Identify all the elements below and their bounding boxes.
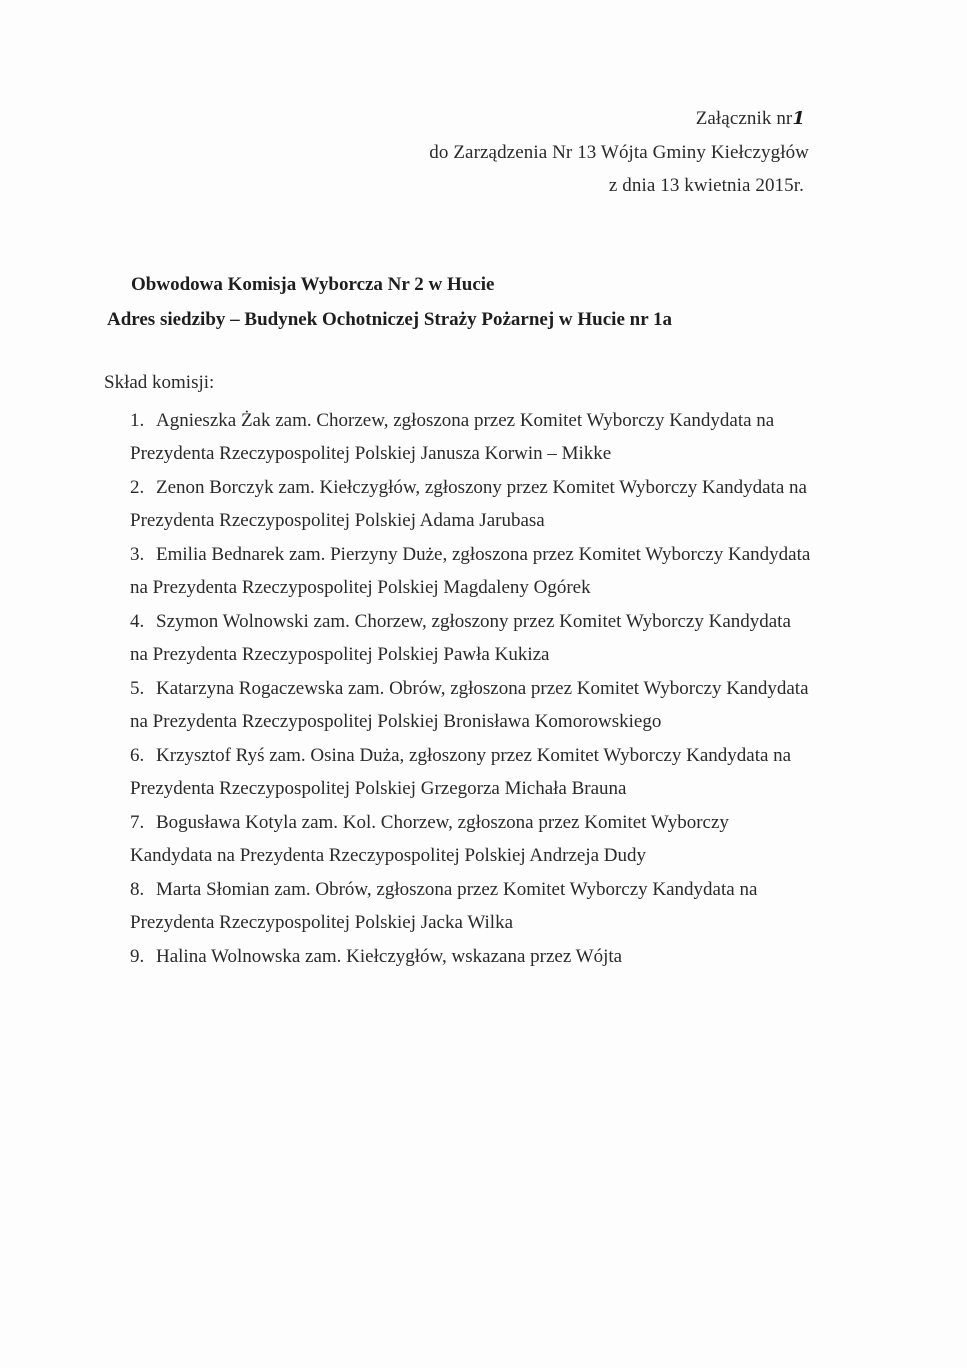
- item-line-1: Emilia Bednarek zam. Pierzyny Duże, zgłoszona przez Komitet Wyborczy Kandydata: [156, 544, 811, 565]
- list-item: [130, 605, 850, 671]
- item-number: 2.: [130, 477, 145, 498]
- item-line-1: Agnieszka Żak zam. Chorzew, zgłoszona przez Komitet Wyborczy Kandydata na: [156, 410, 775, 431]
- list-item: [130, 538, 850, 604]
- annex-number-line: [696, 108, 805, 130]
- item-number: 7.: [130, 812, 145, 833]
- ordinance-date: z dnia 13 kwietnia 2015r.: [608, 175, 804, 196]
- list-item: [130, 471, 850, 537]
- commission-address: Adres siedziby – Budynek Ochotniczej Straży Pożarnej w Hucie nr 1a: [107, 309, 673, 330]
- item-number: 4.: [130, 611, 145, 632]
- annex-label: Załącznik nr: [695, 108, 793, 129]
- item-line-2: Prezydenta Rzeczypospolitej Polskiej Grzegorza Michała Brauna: [130, 778, 627, 799]
- item-number: 1.: [130, 410, 145, 431]
- item-line-2: Kandydata na Prezydenta Rzeczypospolitej Polskiej Andrzeja Dudy: [130, 845, 647, 866]
- item-line-1: Katarzyna Rogaczewska zam. Obrów, zgłoszona przez Komitet Wyborczy Kandydata: [156, 678, 809, 699]
- item-line-2: na Prezydenta Rzeczypospolitej Polskiej Pawła Kukiza: [130, 644, 550, 665]
- item-line-2: na Prezydenta Rzeczypospolitej Polskiej Bronisława Komorowskiego: [130, 711, 662, 732]
- member-list: [130, 404, 850, 974]
- ordinance-reference: do Zarządzenia Nr 13 Wójta Gminy Kiełczygłów: [429, 142, 809, 163]
- composition-label: Skład komisji:: [104, 372, 215, 393]
- item-line-1: Szymon Wolnowski zam. Chorzew, zgłoszony przez Komitet Wyborczy Kandydata: [156, 611, 791, 632]
- item-number: 5.: [130, 678, 145, 699]
- list-item: [130, 806, 850, 872]
- item-line-1: Halina Wolnowska zam. Kiełczygłów, wskazana przez Wójta: [156, 946, 623, 967]
- item-number: 3.: [130, 544, 145, 565]
- list-item: [130, 739, 850, 805]
- item-line-1: Zenon Borczyk zam. Kiełczygłów, zgłoszony przez Komitet Wyborczy Kandydata na: [156, 477, 807, 498]
- item-number: 8.: [130, 879, 145, 900]
- item-line-1: Bogusława Kotyla zam. Kol. Chorzew, zgłoszona przez Komitet Wyborczy: [156, 812, 729, 833]
- item-line-1: Marta Słomian zam. Obrów, zgłoszona przez Komitet Wyborczy Kandydata na: [156, 879, 758, 900]
- item-line-2: na Prezydenta Rzeczypospolitej Polskiej Magdaleny Ogórek: [130, 577, 591, 598]
- list-item: [130, 672, 850, 738]
- item-number: 9.: [130, 946, 145, 967]
- item-line-1: Krzysztof Ryś zam. Osina Duża, zgłoszony przez Komitet Wyborczy Kandydata na: [156, 745, 792, 766]
- item-line-2: Prezydenta Rzeczypospolitej Polskiej Janusza Korwin – Mikke: [130, 443, 612, 464]
- commission-title: Obwodowa Komisja Wyborcza Nr 2 w Hucie: [131, 274, 495, 295]
- item-line-2: Prezydenta Rzeczypospolitej Polskiej Jacka Wilka: [130, 912, 513, 933]
- item-number: 6.: [130, 745, 145, 766]
- item-line-2: Prezydenta Rzeczypospolitej Polskiej Adama Jarubasa: [130, 510, 545, 531]
- list-item: [130, 940, 850, 973]
- handwritten-annex-number: 1: [792, 108, 805, 129]
- list-item: [130, 404, 850, 470]
- list-item: [130, 873, 850, 939]
